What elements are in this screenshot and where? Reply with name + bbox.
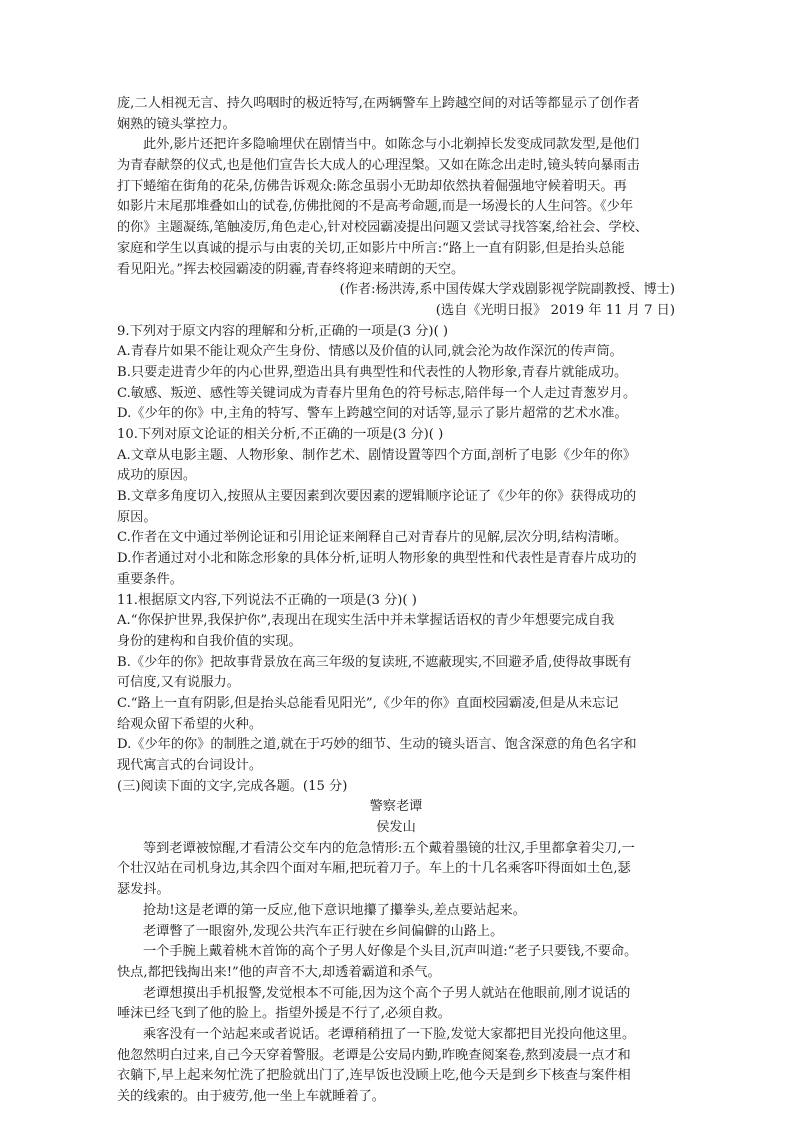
author-note: (作者:杨洪涛,系中国传媒大学戏剧影视学院副教授、博士) xyxy=(339,282,675,298)
section-heading: (三)阅读下面的文字,完成各题。(15 分) xyxy=(117,778,348,794)
source-note: (选自《光明日报》 2019 年 11 月 7 日) xyxy=(435,302,675,318)
story-body xyxy=(117,839,675,1108)
story-line: 老谭瞥了一眼窗外,发现公共汽车正行驶在乡间偏僻的山路上。 xyxy=(143,923,504,939)
option-b-cont: 原因。 xyxy=(117,509,157,525)
option-a: A.青春片如果不能让观众产生身份、情感以及价值的认同,就会沦为故作深沉的传声筒。 xyxy=(117,344,623,360)
question-stem: 10.下列对原文论证的相关分析,不正确的一项是(3 分)( ) xyxy=(117,427,444,442)
text-line: 看见阳光。”挥去校园霸凌的阴霾,青春终将迎来晴朗的天空。 xyxy=(117,261,465,277)
story-line: 个壮汉站在司机身边,其余四个面对车厢,把玩着刀子。车上的十几名乘客吓得面如土色,瑟 xyxy=(117,861,631,877)
text-line: 打下蜷缩在街角的花朵,仿佛告诉观众:陈念虽弱小无助却依然执着倔强地守候着明天。再 xyxy=(117,178,627,194)
story-line: 关的线索的。由于疲劳,他一坐上车就睡着了。 xyxy=(117,1089,385,1104)
text-line: 此外,影片还把许多隐喻埋伏在剧情当中。如陈念与小北剃掉长发变成同款发型,是他们 xyxy=(143,137,640,153)
option-c-cont: 给观众留下希望的火种。 xyxy=(117,716,263,732)
text-line: 家庭和学生以真诚的提示与由衷的关切,正如影片中所言:“路上一直有阴影,但是抬头总能 xyxy=(117,240,625,256)
option-d: D.《少年的你》中,主角的特写、警车上跨越空间的对话等,显示了影片超常的艺术水准。 xyxy=(117,406,628,422)
option-a-cont: 成功的原因。 xyxy=(117,468,197,484)
option-d: D.作者通过对小北和陈念形象的具体分析,证明人物形象的典型性和代表性是青春片成功的 xyxy=(117,551,637,567)
option-d-cont: 重要条件。 xyxy=(117,571,183,587)
option-d: D.《少年的你》的制胜之道,就在于巧妙的细节、生动的镜头语言、饱含深意的角色名字和 xyxy=(117,737,637,753)
option-b: B.文章多角度切入,按照从主要因素到次要因素的逻辑顺序论证了《少年的你》获得成功的 xyxy=(117,489,637,505)
story-line: 唾沫已经飞到了他的脸上。指望外援是不行了,必须自救。 xyxy=(117,1006,451,1022)
option-b-cont: 可信度,又有说服力。 xyxy=(117,675,240,691)
option-a: A.“你保护世界,我保护你”,表现出在现实生活中并未掌握话语权的青少年想要完成自我 xyxy=(117,613,615,629)
story-line: 衣躺下,早上起来匆忙洗了把脸就出门了,连早饭也没顾上吃,他今天是到乡下核查与案件相 xyxy=(117,1068,631,1084)
question-stem: 11.根据原文内容,下列说法不正确的一项是(3 分)( ) xyxy=(117,592,417,608)
text-line: 娴熟的镜头掌控力。 xyxy=(117,116,236,132)
option-d-cont: 现代寓言式的台词设计。 xyxy=(117,758,263,773)
story-line: 瑟发抖。 xyxy=(117,882,170,898)
option-c: C.“路上一直有阴影,但是抬头总能看见阳光”,《少年的你》直面校园霸凌,但是从未忘记 xyxy=(117,695,619,711)
passage-continued xyxy=(117,94,675,322)
option-b: B.《少年的你》把故事背景放在高三年级的复读班,不遮蔽现实,不回避矛盾,使得故事既有 xyxy=(117,654,632,670)
story-title: 警察老谭 xyxy=(369,799,423,815)
option-c: C.敏感、叛逆、感性等关键词成为青春片里角色的符号标志,陪伴每一个人走过青葱岁月。 xyxy=(117,385,637,401)
option-b: B.只要走进青少年的内心世界,塑造出具有典型性和代表性的人物形象,青春片就能成功。 xyxy=(117,364,628,380)
story-line: 等到老谭被惊醒,才看清公交车内的危急情形:五个戴着墨镜的壮汉,手里都拿着尖刀,一 xyxy=(143,840,635,856)
question-10 xyxy=(117,425,675,591)
story-line: 抢劫!这是老谭的第一反应,他下意识地攥了攥拳头,差点要站起来。 xyxy=(143,902,526,918)
text-line: 为青春献祭的仪式,也是他们宣告长大成人的心理涅槃。又如在陈念出走时,镜头转向暴雨击 xyxy=(117,158,640,174)
story-author: 侯发山 xyxy=(376,820,416,836)
text-line: 如影片末尾那堆叠如山的试卷,仿佛批阅的不是高考命题,而是一场漫长的人生问答。《少年 xyxy=(117,199,634,215)
story-line: 他忽然明白过来,自己今天穿着警服。老谭是公安局内勤,昨晚查阅案卷,熬到凌晨一点才和 xyxy=(117,1047,631,1063)
page-content xyxy=(117,94,675,1108)
question-9 xyxy=(117,322,675,425)
text-line: 庞,二人相视无言、持久呜咽时的极近特写,在两辆警车上跨越空间的对话等都显示了创作者 xyxy=(117,96,640,111)
story-line: 乘客没有一个站起来或者说话。老谭稍稍扭了一下脸,发觉大家都把目光投向他这里。 xyxy=(143,1026,636,1042)
story-line: 老谭想摸出手机报警,发觉根本不可能,因为这个高个子男人就站在他眼前,刚才说话的 xyxy=(143,985,631,1001)
question-stem: 9.下列对于原文内容的理解和分析,正确的一项是(3 分)( ) xyxy=(117,323,449,339)
option-a-cont: 身份的建构和自我价值的实现。 xyxy=(117,633,302,649)
option-a: A.文章从电影主题、人物形象、制作艺术、剧情设置等四个方面,剖析了电影《少年的你》 xyxy=(117,447,637,463)
story-line: 一个手腕上戴着桃木首饰的高个子男人好像是个头目,沉声叫道:“老子只要钱,不要命。 xyxy=(143,944,638,960)
story-line: 快点,都把钱掏出来!”他的声音不大,却透着霸道和杀气。 xyxy=(117,964,441,980)
option-c: C.作者在文中通过举例论证和引用论证来阐释自己对青春片的见解,层次分明,结构清晰。 xyxy=(117,530,628,546)
question-11 xyxy=(117,591,675,777)
text-line: 的你》主题凝练,笔触凌厉,角色走心,针对校园霸凌提出问题又尝试寻找答案,给社会、学校、 xyxy=(117,220,649,236)
